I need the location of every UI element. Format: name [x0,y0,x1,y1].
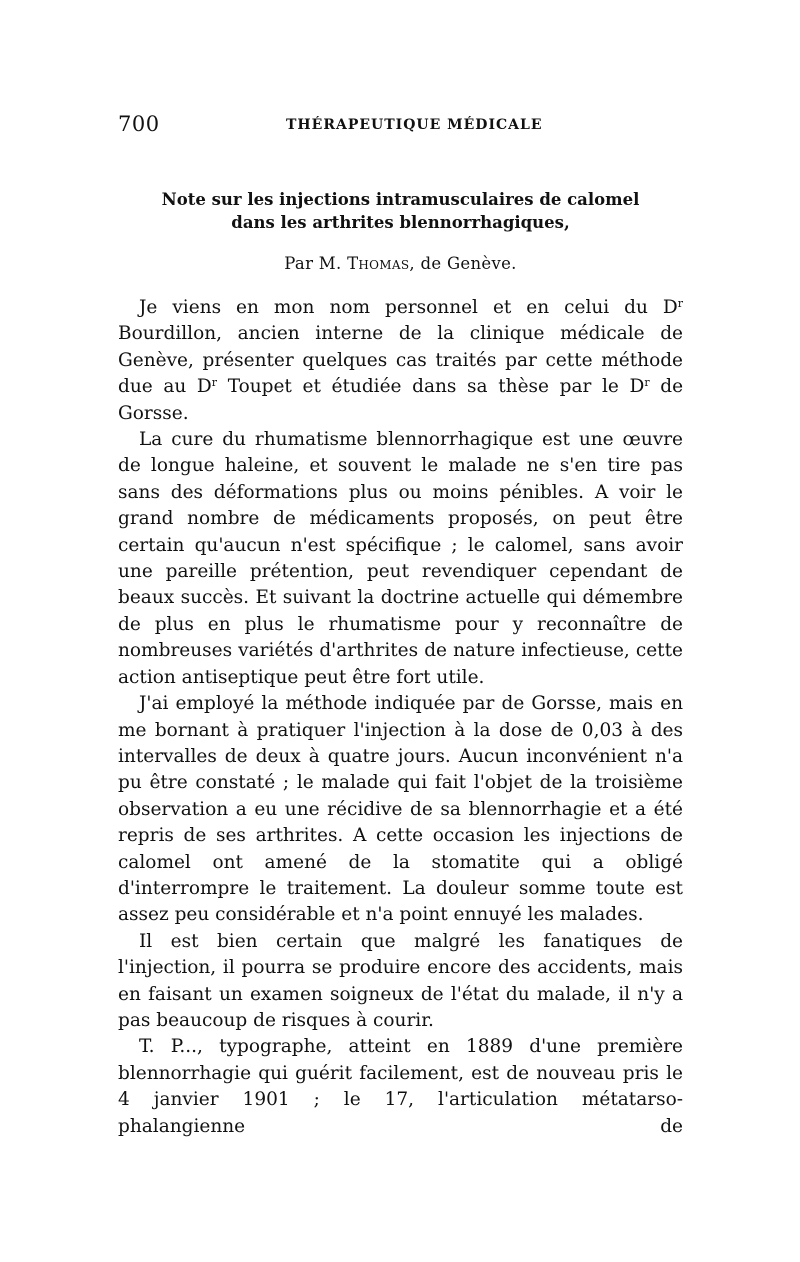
paragraph-4: Il est bien certain que malgré les fanatiques de l'injection, il pourra se produire encore des accidents, mais en faisant un examen soigneux de l'état du malade, il n'y a pas beaucoup de risques à courir. [118,930,683,1031]
author-suffix: , de Genève. [409,254,517,273]
doctor-superscript: r [644,376,650,390]
running-title: THÉRAPEUTIQUE MÉDICALE [286,117,543,133]
article-body [118,295,683,1140]
running-head [118,112,683,144]
author-name: Thomas [347,254,410,273]
author-line [118,254,683,273]
paragraph-1-part-a: Je viens en mon nom personnel et en celui du D [139,297,678,318]
author-prefix: Par M. [284,254,348,273]
paragraph-1-part-b: Bourdillon, ancien interne de la clinique médicale de Genève, présenter quelques cas traités par cette méthode due au D [118,323,683,398]
paragraph-1 [118,295,683,427]
article-title-line-1: Note sur les injections intramusculaires de calomel [161,190,640,209]
doctor-superscript: r [211,376,218,390]
paragraph-1-part-c: Toupet et étudiée dans sa thèse par le D [217,376,645,398]
paragraph-1-part-d: de Gorsse. [118,376,684,424]
doctor-superscript: r [677,297,683,310]
article-title-line-2: dans les arthrites blennorrhagiques, [231,213,570,232]
page [118,112,683,1140]
article-title [118,188,683,234]
paragraph-3: J'ai employé la méthode indiquée par de Gorsse, mais en me bornant à pratiquer l'injection à la dose de 0,03 à des intervalles de deux à quatre jours. Aucun inconvénient n'a pu être constaté ; le malade qui fait l'objet de la troisième observation a eu une récidive de sa blennorrhagie et a été repris de ses arthrites. A cette occasion les injections de calomel ont amené de la stomatite qui a obligé d'interrompre le traitement. La douleur somme toute est assez peu considérable et n'a point ennuyé les malades. [118,693,683,926]
paragraph-5: T. P..., typographe, atteint en 1889 d'une première blennorrhagie qui guérit facilement, est de nouveau pris le 4 janvier 1901 ; le 17, l'articulation métatarso-phalangienne de [118,1036,683,1137]
paragraph-2: La cure du rhumatisme blennorrhagique est une œuvre de longue haleine, et souvent le malade ne s'en tire pas sans des déformations plus ou moins pénibles. A voir le grand nombre de médicaments proposés, on peut être certain qu'aucun n'est spécifique ; le calomel, sans avoir une pareille prétention, peut revendiquer cependant de beaux succès. Et suivant la doctrine actuelle qui démembre de plus en plus le rhumatisme pour y reconnaître de nombreuses variétés d'arthrites de nature infectieuse, cette action antiseptique peut être fort utile. [118,429,683,688]
page-number: 700 [118,112,160,136]
